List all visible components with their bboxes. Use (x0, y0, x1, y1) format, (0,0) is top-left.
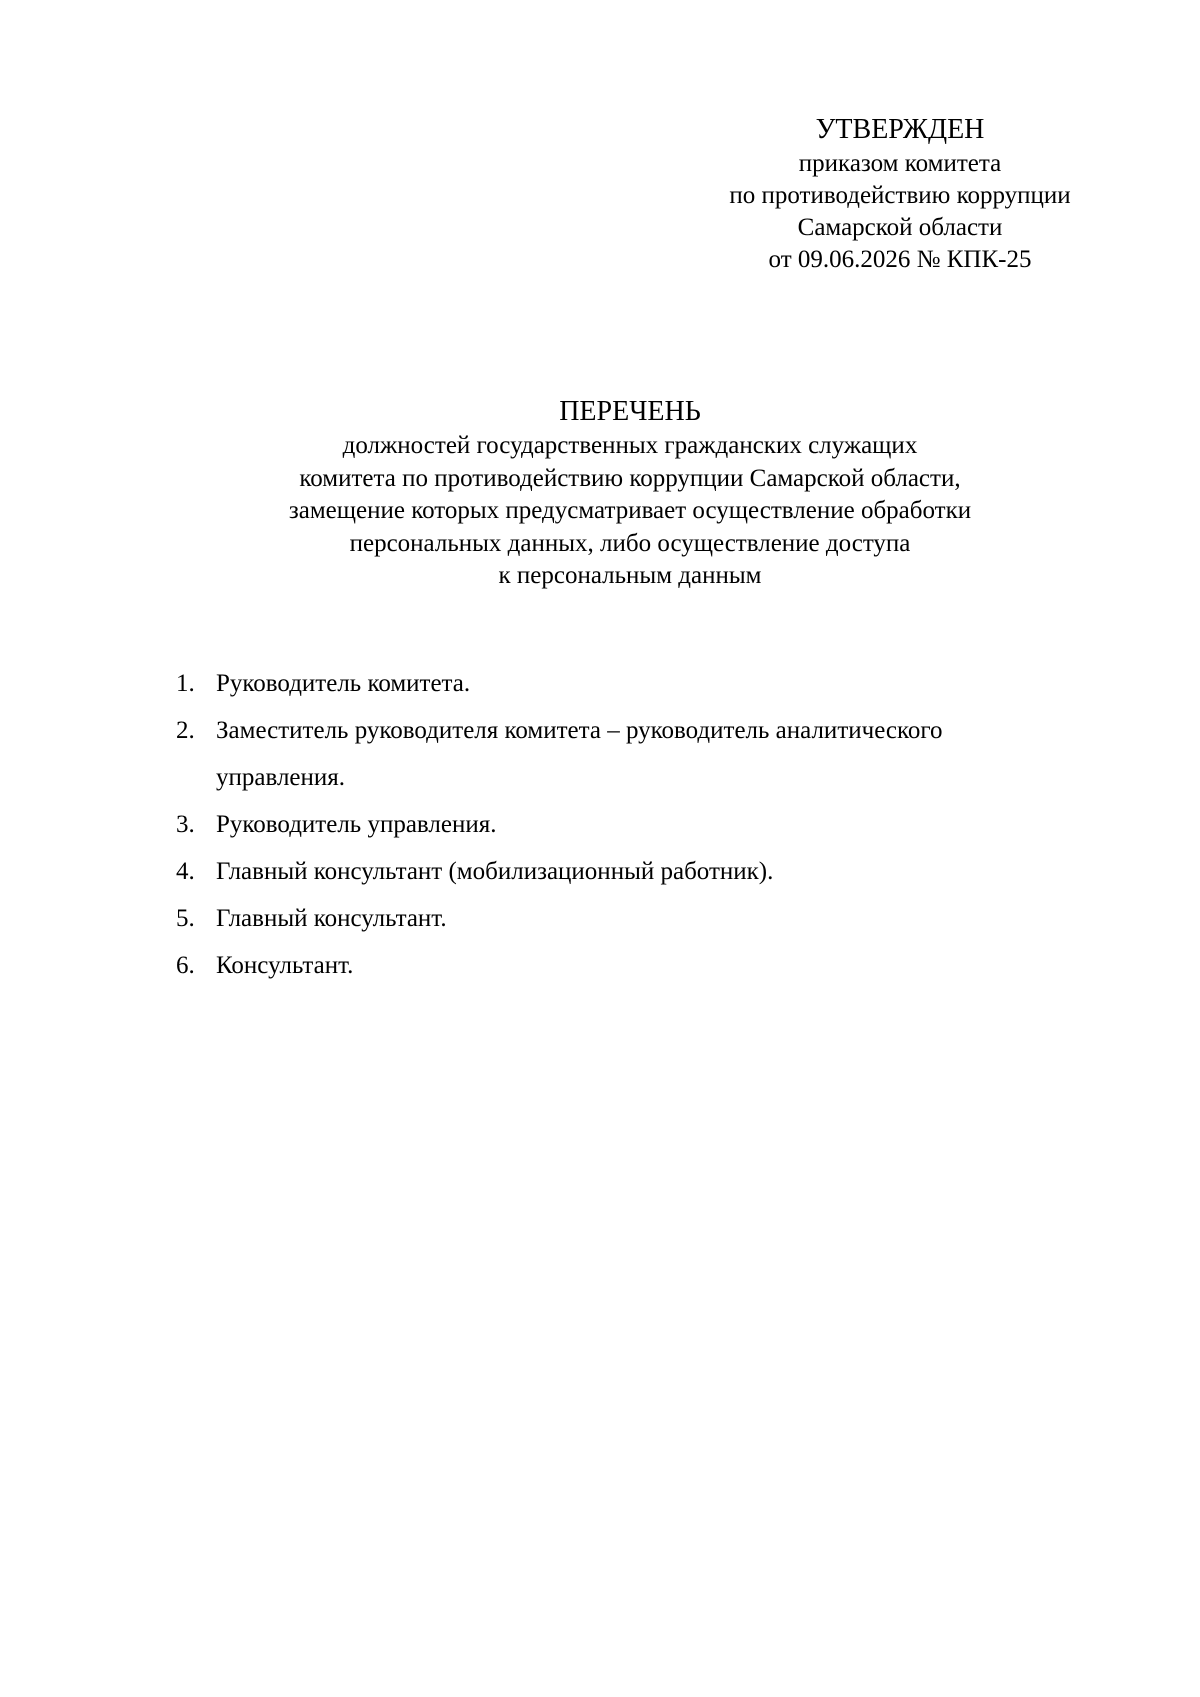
list-item-number: 6. (176, 952, 195, 979)
list-item-number: 2. (176, 717, 195, 744)
document-title (180, 394, 1080, 593)
list-item-number: 5. (176, 905, 195, 932)
approval-line: приказом комитета (798, 150, 1002, 177)
title-line: к персональным данным (498, 562, 762, 590)
approval-heading: УТВЕРЖДЕН (815, 114, 985, 145)
approval-line: по противодействию коррупции (729, 182, 1071, 209)
list-item (176, 801, 1076, 848)
list-item-text: Заместитель руководителя комитета – руководитель аналитического управления. (216, 717, 943, 791)
list-item-number: 1. (176, 670, 195, 697)
title-line: комитета по противодействию коррупции Самарской области, (299, 464, 961, 492)
list-item (176, 942, 1076, 989)
list-item-number: 3. (176, 811, 195, 838)
list-item (176, 848, 1076, 895)
approval-stamp (700, 112, 1100, 276)
positions-list (176, 660, 1076, 989)
list-item-text: Главный консультант (мобилизационный работник). (216, 858, 774, 885)
list-item (176, 895, 1076, 942)
title-heading: ПЕРЕЧЕНЬ (559, 396, 701, 427)
list-item-number: 4. (176, 858, 195, 885)
list-item-text: Главный консультант. (216, 905, 447, 932)
title-line: персональных данных, либо осуществление доступа (349, 529, 911, 557)
list-item-text: Руководитель управления. (216, 811, 497, 838)
approval-line: Самарской области (797, 214, 1003, 241)
list-item (176, 660, 1076, 707)
list-item-text: Консультант. (216, 952, 354, 979)
list-item (176, 707, 1076, 801)
title-line: замещение которых предусматривает осуществление обработки (288, 497, 972, 525)
approval-date-number: от 09.06.2026 № КПК-25 (768, 246, 1032, 273)
list-item-text: Руководитель комитета. (216, 670, 471, 697)
title-line: должностей государственных гражданских служащих (342, 432, 918, 459)
